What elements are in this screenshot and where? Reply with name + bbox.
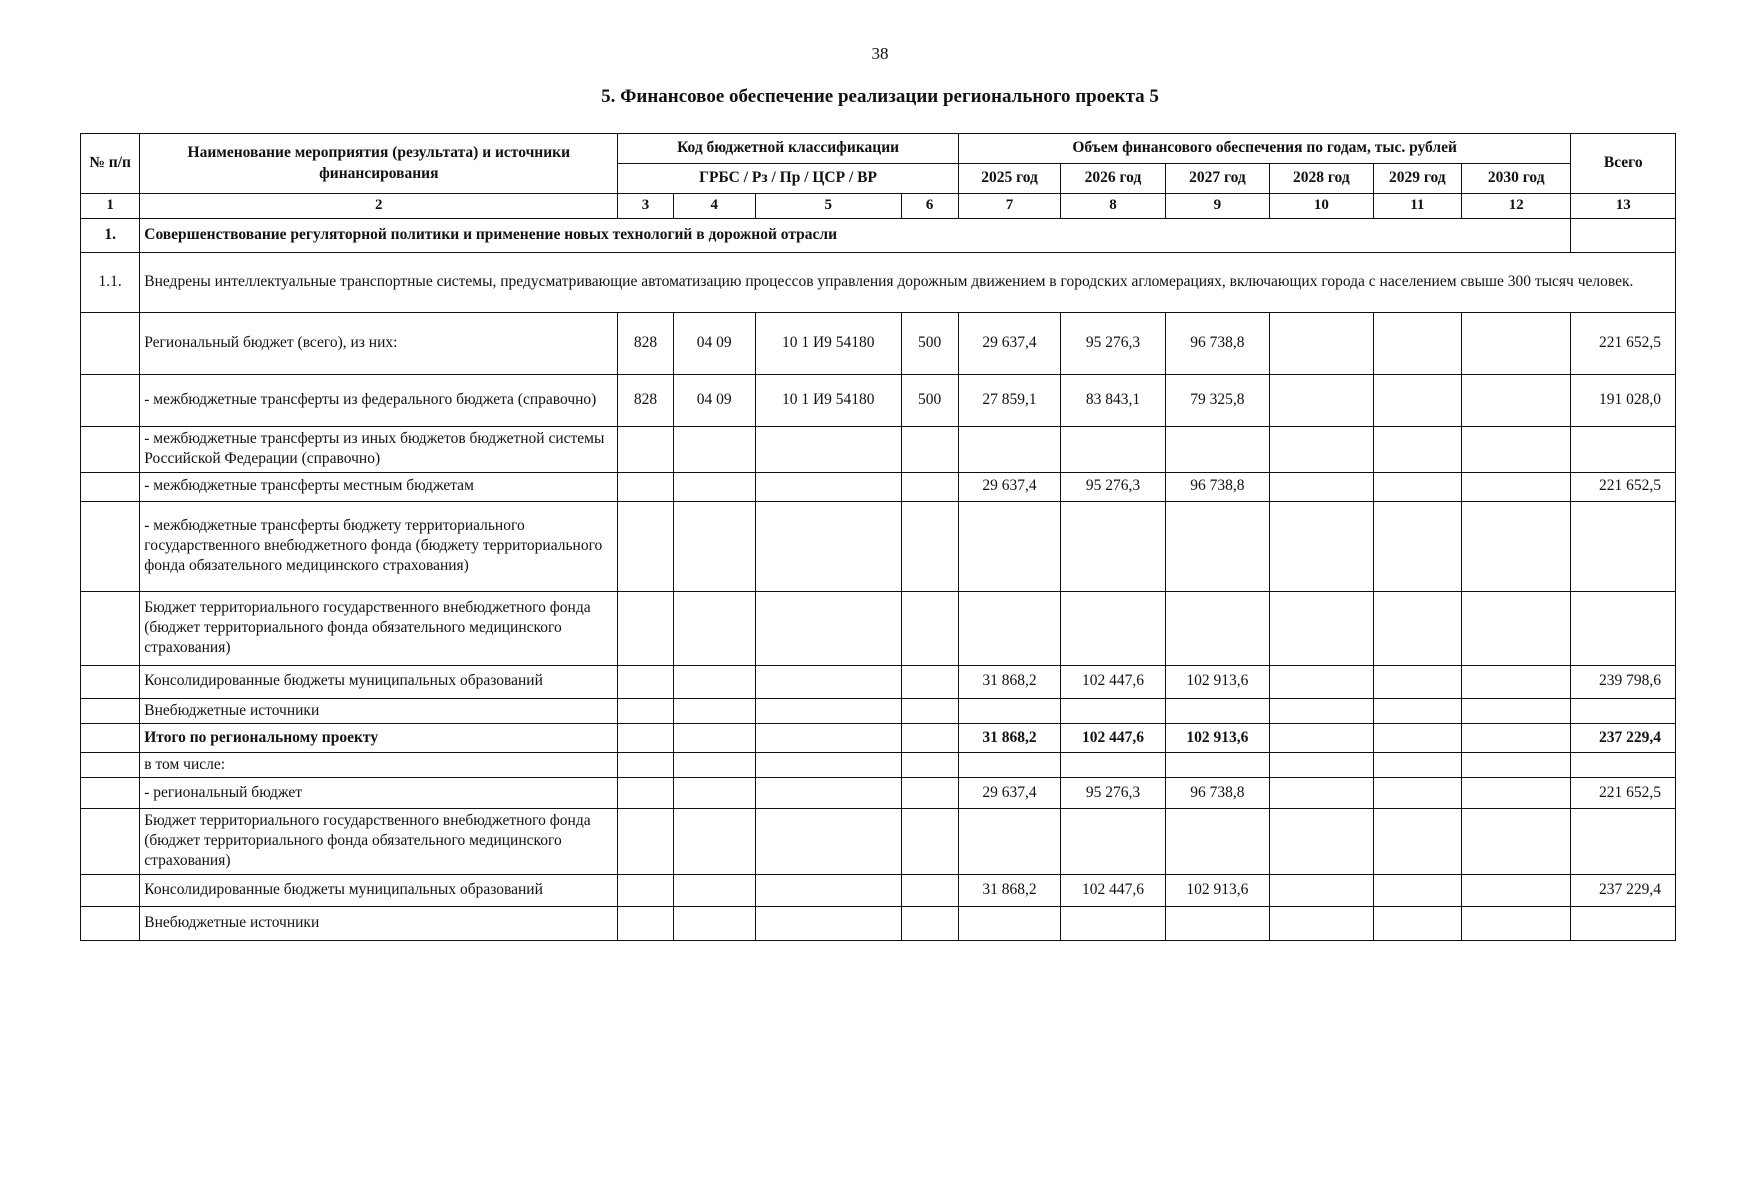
kbk-csr bbox=[755, 874, 901, 906]
amount-2025 bbox=[958, 808, 1060, 874]
amount-2029 bbox=[1373, 777, 1461, 808]
row-name: Внебюджетные источники bbox=[140, 698, 618, 723]
amount-2025 bbox=[958, 752, 1060, 777]
amount-2028 bbox=[1270, 312, 1373, 374]
kbk-grbs bbox=[618, 698, 673, 723]
amount-2028 bbox=[1270, 426, 1373, 472]
kbk-vr bbox=[901, 808, 958, 874]
kbk-csr bbox=[755, 665, 901, 698]
amount-2025 bbox=[958, 906, 1060, 940]
amount-2027 bbox=[1165, 906, 1269, 940]
amount-2030 bbox=[1461, 472, 1570, 501]
amount-2027 bbox=[1165, 501, 1269, 591]
kbk-rz-pr bbox=[673, 777, 755, 808]
row-name: Итого по региональному проекту bbox=[140, 723, 618, 752]
column-number: 9 bbox=[1165, 194, 1269, 219]
amount-2025: 27 859,1 bbox=[958, 374, 1060, 426]
amount-2029 bbox=[1373, 723, 1461, 752]
amount-2029 bbox=[1373, 312, 1461, 374]
amount-2025 bbox=[958, 426, 1060, 472]
row-name: Внебюджетные источники bbox=[140, 906, 618, 940]
kbk-grbs bbox=[618, 472, 673, 501]
header-code-sub: ГРБС / Рз / Пр / ЦСР / ВР bbox=[618, 164, 958, 194]
amount-2027 bbox=[1165, 698, 1269, 723]
amount-total: 221 652,5 bbox=[1571, 312, 1676, 374]
kbk-grbs bbox=[618, 501, 673, 591]
amount-2028 bbox=[1270, 591, 1373, 665]
amount-2029 bbox=[1373, 501, 1461, 591]
amount-2026: 102 447,6 bbox=[1061, 665, 1165, 698]
amount-total bbox=[1571, 808, 1676, 874]
row-name: в том числе: bbox=[140, 752, 618, 777]
subsection-row bbox=[81, 252, 1676, 312]
amount-2027 bbox=[1165, 426, 1269, 472]
empty-cell bbox=[1571, 218, 1676, 252]
table-body bbox=[81, 218, 1676, 940]
column-number: 2 bbox=[140, 194, 618, 219]
amount-2030 bbox=[1461, 723, 1570, 752]
amount-2028 bbox=[1270, 723, 1373, 752]
row-number-cell bbox=[81, 426, 140, 472]
kbk-csr bbox=[755, 752, 901, 777]
kbk-vr bbox=[901, 906, 958, 940]
column-number: 7 bbox=[958, 194, 1060, 219]
column-number: 4 bbox=[673, 194, 755, 219]
amount-2028 bbox=[1270, 808, 1373, 874]
amount-2027: 102 913,6 bbox=[1165, 874, 1269, 906]
amount-2025: 29 637,4 bbox=[958, 472, 1060, 501]
table-header bbox=[81, 134, 1676, 219]
amount-total bbox=[1571, 752, 1676, 777]
kbk-vr bbox=[901, 874, 958, 906]
row-name: - межбюджетные трансферты из иных бюджетов бюджетной системы Российской Федерации (справочно) bbox=[140, 426, 618, 472]
amount-2028 bbox=[1270, 752, 1373, 777]
header-year: 2028 год bbox=[1270, 164, 1373, 194]
section-number: 1. bbox=[81, 218, 140, 252]
column-number: 8 bbox=[1061, 194, 1165, 219]
amount-2026: 102 447,6 bbox=[1061, 874, 1165, 906]
kbk-rz-pr bbox=[673, 874, 755, 906]
amount-total: 239 798,6 bbox=[1571, 665, 1676, 698]
amount-2030 bbox=[1461, 665, 1570, 698]
row-number-cell bbox=[81, 472, 140, 501]
amount-total: 221 652,5 bbox=[1571, 777, 1676, 808]
amount-2026 bbox=[1061, 698, 1165, 723]
amount-2027: 96 738,8 bbox=[1165, 312, 1269, 374]
section-title: Совершенствование регуляторной политики и применение новых технологий в дорожной отрасли bbox=[140, 218, 1571, 252]
header-year: 2027 год bbox=[1165, 164, 1269, 194]
amount-2030 bbox=[1461, 698, 1570, 723]
amount-2029 bbox=[1373, 591, 1461, 665]
column-number: 6 bbox=[901, 194, 958, 219]
row-name: Бюджет территориального государственного внебюджетного фонда (бюджет территориального фонда обязательного медицинского страхования) bbox=[140, 591, 618, 665]
amount-2025 bbox=[958, 501, 1060, 591]
kbk-grbs bbox=[618, 591, 673, 665]
amount-total bbox=[1571, 501, 1676, 591]
amount-2028 bbox=[1270, 501, 1373, 591]
kbk-csr: 10 1 И9 54180 bbox=[755, 312, 901, 374]
row-name: Бюджет территориального государственного внебюджетного фонда (бюджет территориального фонда обязательного медицинского страхования) bbox=[140, 808, 618, 874]
column-number: 13 bbox=[1571, 194, 1676, 219]
amount-2029 bbox=[1373, 808, 1461, 874]
amount-2026 bbox=[1061, 591, 1165, 665]
header-name: Наименование мероприятия (результата) и источники финансирования bbox=[140, 134, 618, 194]
amount-2030 bbox=[1461, 374, 1570, 426]
amount-2026 bbox=[1061, 906, 1165, 940]
kbk-vr bbox=[901, 426, 958, 472]
amount-2029 bbox=[1373, 665, 1461, 698]
amount-2025 bbox=[958, 591, 1060, 665]
kbk-vr bbox=[901, 501, 958, 591]
column-number: 11 bbox=[1373, 194, 1461, 219]
amount-2030 bbox=[1461, 777, 1570, 808]
header-volume: Объем финансового обеспечения по годам, тыс. рублей bbox=[958, 134, 1571, 164]
amount-2030 bbox=[1461, 874, 1570, 906]
amount-2026: 95 276,3 bbox=[1061, 312, 1165, 374]
amount-2029 bbox=[1373, 472, 1461, 501]
row-name: - межбюджетные трансферты бюджету территориального государственного внебюджетного фонда (бюджету территориального фонда обязательного медицинского страхования) bbox=[140, 501, 618, 591]
amount-2026 bbox=[1061, 808, 1165, 874]
amount-total: 191 028,0 bbox=[1571, 374, 1676, 426]
row-name: - межбюджетные трансферты местным бюджетам bbox=[140, 472, 618, 501]
amount-2026: 95 276,3 bbox=[1061, 777, 1165, 808]
amount-total: 221 652,5 bbox=[1571, 472, 1676, 501]
row-number-cell bbox=[81, 906, 140, 940]
amount-2028 bbox=[1270, 906, 1373, 940]
amount-total bbox=[1571, 698, 1676, 723]
kbk-grbs bbox=[618, 808, 673, 874]
table-row bbox=[81, 312, 1676, 374]
document-title: 5. Финансовое обеспечение реализации регионального проекта 5 bbox=[601, 86, 1159, 107]
row-number-cell bbox=[81, 591, 140, 665]
row-number-cell bbox=[81, 312, 140, 374]
kbk-grbs: 828 bbox=[618, 312, 673, 374]
row-number-cell bbox=[81, 374, 140, 426]
financing-table bbox=[80, 133, 1676, 941]
kbk-rz-pr bbox=[673, 665, 755, 698]
subsection-number: 1.1. bbox=[81, 252, 140, 312]
kbk-rz-pr bbox=[673, 472, 755, 501]
amount-total: 237 229,4 bbox=[1571, 723, 1676, 752]
amount-2030 bbox=[1461, 808, 1570, 874]
amount-2025: 29 637,4 bbox=[958, 312, 1060, 374]
amount-2028 bbox=[1270, 472, 1373, 501]
column-number: 10 bbox=[1270, 194, 1373, 219]
kbk-grbs bbox=[618, 723, 673, 752]
amount-2025: 31 868,2 bbox=[958, 874, 1060, 906]
amount-2029 bbox=[1373, 874, 1461, 906]
kbk-csr bbox=[755, 777, 901, 808]
table-row bbox=[81, 874, 1676, 906]
kbk-grbs bbox=[618, 426, 673, 472]
kbk-rz-pr bbox=[673, 426, 755, 472]
kbk-csr: 10 1 И9 54180 bbox=[755, 374, 901, 426]
header-number: № п/п bbox=[81, 134, 140, 194]
table-row bbox=[81, 472, 1676, 501]
kbk-grbs bbox=[618, 874, 673, 906]
kbk-vr bbox=[901, 472, 958, 501]
amount-2027 bbox=[1165, 591, 1269, 665]
column-number: 1 bbox=[81, 194, 140, 219]
kbk-rz-pr bbox=[673, 591, 755, 665]
amount-2028 bbox=[1270, 777, 1373, 808]
kbk-csr bbox=[755, 698, 901, 723]
amount-2026 bbox=[1061, 426, 1165, 472]
kbk-csr bbox=[755, 426, 901, 472]
amount-2025: 31 868,2 bbox=[958, 723, 1060, 752]
amount-2027: 96 738,8 bbox=[1165, 777, 1269, 808]
kbk-grbs bbox=[618, 665, 673, 698]
header-total: Всего bbox=[1571, 134, 1676, 194]
row-number-cell bbox=[81, 665, 140, 698]
kbk-vr bbox=[901, 665, 958, 698]
amount-2026: 83 843,1 bbox=[1061, 374, 1165, 426]
kbk-vr bbox=[901, 752, 958, 777]
amount-2028 bbox=[1270, 874, 1373, 906]
subsection-title: Внедрены интеллектуальные транспортные системы, предусматривающие автоматизацию процессов управления дорожным движением в городских агломерациях, включающих города с населением свыше 300 тысяч человек. bbox=[140, 252, 1676, 312]
kbk-csr bbox=[755, 808, 901, 874]
amount-2027: 102 913,6 bbox=[1165, 723, 1269, 752]
amount-2029 bbox=[1373, 698, 1461, 723]
header-year: 2025 год bbox=[958, 164, 1060, 194]
amount-total bbox=[1571, 426, 1676, 472]
amount-2026 bbox=[1061, 501, 1165, 591]
kbk-grbs bbox=[618, 906, 673, 940]
kbk-rz-pr bbox=[673, 723, 755, 752]
kbk-csr bbox=[755, 501, 901, 591]
row-number-cell bbox=[81, 808, 140, 874]
row-number-cell bbox=[81, 698, 140, 723]
column-number: 12 bbox=[1461, 194, 1570, 219]
kbk-csr bbox=[755, 906, 901, 940]
table-row bbox=[81, 777, 1676, 808]
kbk-grbs: 828 bbox=[618, 374, 673, 426]
kbk-csr bbox=[755, 472, 901, 501]
row-name: Консолидированные бюджеты муниципальных образований bbox=[140, 874, 618, 906]
table-row bbox=[81, 501, 1676, 591]
amount-2027 bbox=[1165, 808, 1269, 874]
header-code: Код бюджетной классификации bbox=[618, 134, 958, 164]
row-number-cell bbox=[81, 723, 140, 752]
header-year: 2029 год bbox=[1373, 164, 1461, 194]
kbk-rz-pr bbox=[673, 752, 755, 777]
amount-2029 bbox=[1373, 752, 1461, 777]
amount-2030 bbox=[1461, 312, 1570, 374]
table-row bbox=[81, 698, 1676, 723]
kbk-csr bbox=[755, 591, 901, 665]
header-year: 2026 год bbox=[1061, 164, 1165, 194]
amount-2027: 102 913,6 bbox=[1165, 665, 1269, 698]
kbk-vr: 500 bbox=[901, 374, 958, 426]
row-number-cell bbox=[81, 501, 140, 591]
table-row bbox=[81, 723, 1676, 752]
table-row bbox=[81, 591, 1676, 665]
amount-2026: 95 276,3 bbox=[1061, 472, 1165, 501]
amount-2029 bbox=[1373, 906, 1461, 940]
page-number: 38 bbox=[871, 44, 889, 63]
row-name: Консолидированные бюджеты муниципальных образований bbox=[140, 665, 618, 698]
amount-2028 bbox=[1270, 698, 1373, 723]
row-number-cell bbox=[81, 752, 140, 777]
kbk-grbs bbox=[618, 777, 673, 808]
amount-2027: 79 325,8 bbox=[1165, 374, 1269, 426]
kbk-rz-pr: 04 09 bbox=[673, 312, 755, 374]
amount-2025 bbox=[958, 698, 1060, 723]
row-name: - региональный бюджет bbox=[140, 777, 618, 808]
amount-2025: 31 868,2 bbox=[958, 665, 1060, 698]
amount-2027 bbox=[1165, 752, 1269, 777]
amount-2028 bbox=[1270, 665, 1373, 698]
amount-2030 bbox=[1461, 426, 1570, 472]
amount-2028 bbox=[1270, 374, 1373, 426]
kbk-csr bbox=[755, 723, 901, 752]
amount-2030 bbox=[1461, 501, 1570, 591]
kbk-grbs bbox=[618, 752, 673, 777]
amount-2029 bbox=[1373, 374, 1461, 426]
table-row bbox=[81, 426, 1676, 472]
kbk-rz-pr bbox=[673, 906, 755, 940]
table-row bbox=[81, 374, 1676, 426]
table-row bbox=[81, 906, 1676, 940]
row-name: - межбюджетные трансферты из федерального бюджета (справочно) bbox=[140, 374, 618, 426]
header-year: 2030 год bbox=[1461, 164, 1570, 194]
amount-2030 bbox=[1461, 906, 1570, 940]
amount-2027: 96 738,8 bbox=[1165, 472, 1269, 501]
kbk-vr bbox=[901, 591, 958, 665]
amount-2030 bbox=[1461, 752, 1570, 777]
row-number-cell bbox=[81, 777, 140, 808]
kbk-rz-pr bbox=[673, 808, 755, 874]
table-row bbox=[81, 808, 1676, 874]
section-row bbox=[81, 218, 1676, 252]
kbk-rz-pr bbox=[673, 698, 755, 723]
amount-total: 237 229,4 bbox=[1571, 874, 1676, 906]
amount-total bbox=[1571, 906, 1676, 940]
table-row bbox=[81, 752, 1676, 777]
amount-2026: 102 447,6 bbox=[1061, 723, 1165, 752]
row-number-cell bbox=[81, 874, 140, 906]
kbk-rz-pr bbox=[673, 501, 755, 591]
kbk-vr bbox=[901, 698, 958, 723]
column-numbers-row bbox=[81, 194, 1676, 219]
row-name: Региональный бюджет (всего), из них: bbox=[140, 312, 618, 374]
amount-total bbox=[1571, 591, 1676, 665]
amount-2025: 29 637,4 bbox=[958, 777, 1060, 808]
column-number: 3 bbox=[618, 194, 673, 219]
kbk-rz-pr: 04 09 bbox=[673, 374, 755, 426]
amount-2030 bbox=[1461, 591, 1570, 665]
table-row bbox=[81, 665, 1676, 698]
kbk-vr bbox=[901, 777, 958, 808]
kbk-vr bbox=[901, 723, 958, 752]
column-number: 5 bbox=[755, 194, 901, 219]
kbk-vr: 500 bbox=[901, 312, 958, 374]
amount-2026 bbox=[1061, 752, 1165, 777]
amount-2029 bbox=[1373, 426, 1461, 472]
